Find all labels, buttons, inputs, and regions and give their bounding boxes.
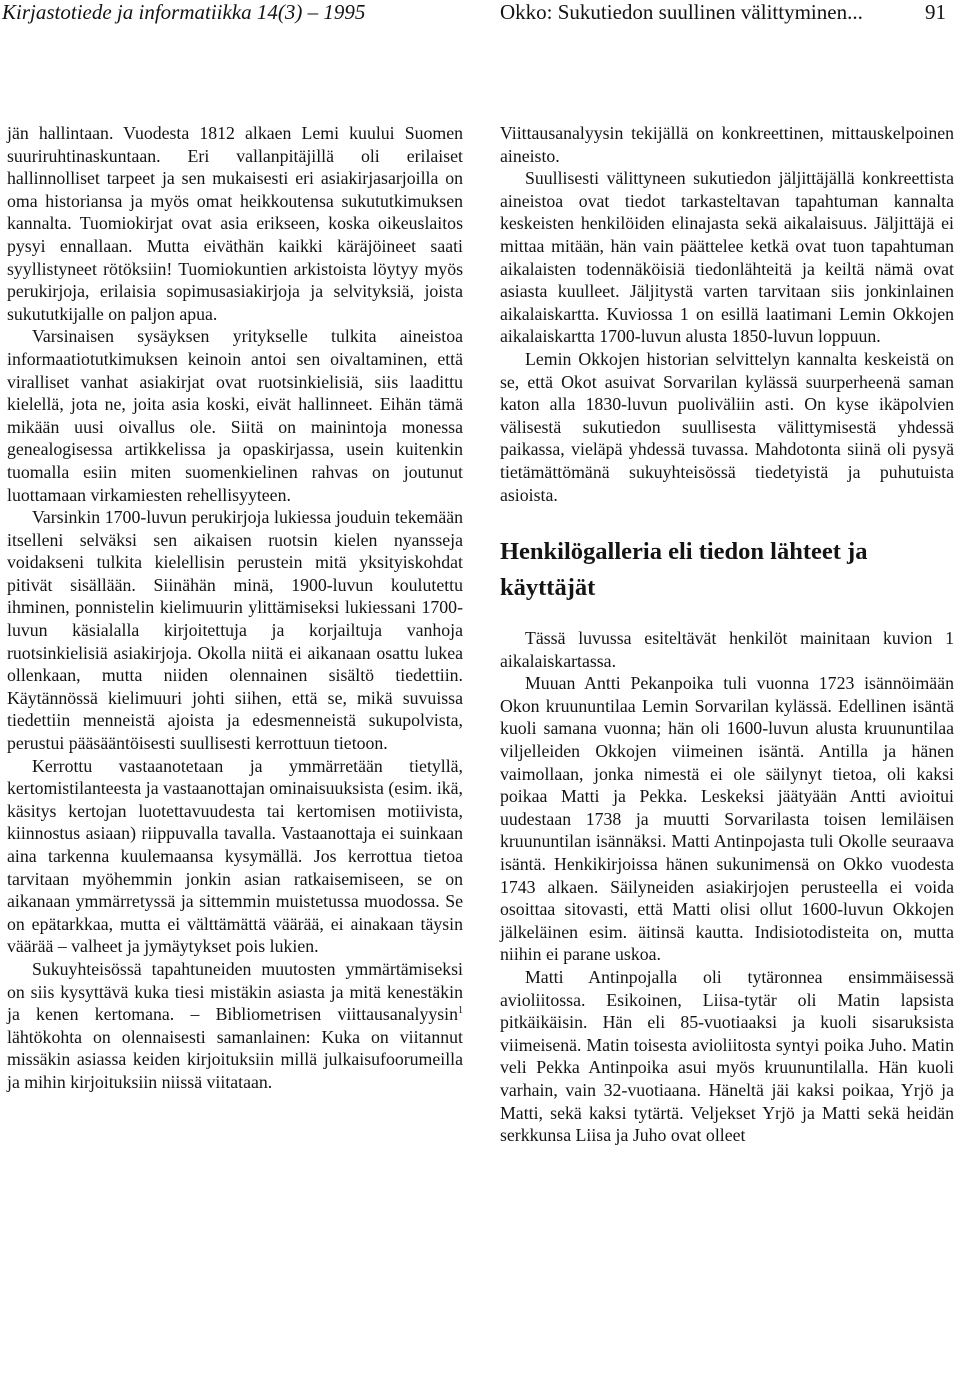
paragraph: Varsinaisen sysäyksen yritykselle tulkita aineistoa informaatiotutkimuksen keinoin antoi sen oivaltaminen, että viralliset vanhat asiakirjat ovat ruotsinkielisiä, siis laadittu kielellä, jota ne, joita asia koski, eivät hallinneet. Eihän tämä mikään uusi oivallus ole. Siitä on mainintoja monessa genealogisessa artikkelissa ja opaskirjassa, usein kuitenkin tuomalla esiin miten suomenkielinen rahvas on joutunut luottamaan virkamiesten rehellisyyteen. (7, 326, 463, 505)
paragraph-text: lähtökohta on olennaisesti samanlainen: Kuka on viitannut missäkin asiassa keiden kirjoituksiin millä julkaisufoorumeilla ja mihin kirjoituksiin niissä viitataan. (7, 1026, 463, 1092)
paragraph: jän hallintaan. Vuodesta 1812 alkaen Lemi kuului Suomen suuriruhtinaskuntaan. Eri vallanpitäjillä oli erilaiset hallinnolliset tarpeet ja sen mukaisesti eri asiakirjasarjoilla on oma historiansa ja myös omat heikkoutensa sukututkimuksen kannalta. Tuomiokirjat ovat asia erikseen, koska oikeuslaitos pysyi ennallaan. Mutta eiväthän kaikki käräjöineet saati syyllistyneet rötöksiin! Tuomiokuntien arkistoista löytyy myös perukirjoja, erilaisia sopimusasiakirjoja ja selvityksiä, joista sukututkijalle on paljon apua. (7, 123, 463, 324)
section-heading: Henkilögalleria eli tiedon lähteet ja käyttäjät (500, 538, 868, 602)
running-head (0, 0, 960, 34)
journal-title: Kirjastotiede ja informatiikka 14(3) – 1995 (2, 0, 366, 24)
paragraph: Lemin Okkojen historian selvittelyn kannalta keskeistä on se, että Okot asuivat Sorvarilan kylässä suurperheenä saman katon alla 1830-luvun puoliväliin asti. On kyse ikäpolvien välisestä sukutiedon suullisesta välittymisestä yhdessä paikassa, vieläpä yhdessä tuvassa. Mahdotonta siinä oli pysyä tietämättömänä sukuyhteisössä tiedetyistä ja puhutuista asioista. (500, 348, 954, 505)
paragraph-with-footnote (7, 958, 463, 1094)
footnote-marker[interactable]: 1 (458, 1005, 463, 1017)
right-column (500, 122, 954, 1147)
paragraph: Muuan Antti Pekanpoika tuli vuonna 1723 isännöimään Okon kruununtilaa Lemin Sorvarilan kylässä. Edellinen isäntä kuoli samana vuonna; hän oli 1600-luvun alusta kruununtilaa viljelleiden Okkojen viimeinen isäntä. Antilla ja hänen vaimollaan, jonka nimestä ei ole säilynyt tietoa, oli kaksi poikaa Matti ja Pekka. Leskeksi jäätyään Antti avioitui uudestaan 1738 ja muutti Sorvarilasta toisen lemiläisen kruununtilan isännäksi. Matti Antinpojasta tuli Okolle seuraava isäntä. Henkikirjoissa hänen sukunimensä on Okko vuodesta 1743 alkaen. Säilyneiden asiakirjojen perusteella ei voida osoittaa sitovasti, että Matti olisi ollut 1600-luvun Okkojen jälkeläinen esim. äitinsä kautta. Indisiotodisteita on, mutta niihin ei parane uskoa. (500, 673, 954, 965)
paragraph-text: Sukuyhteisössä tapahtuneiden muutosten ymmärtämiseksi on siis kysyttävä kuka tiesi mistäkin asiasta ja mitä kenestäkin ja kenen kertomana. – Bibliometrisen viittausanalyysin (7, 958, 463, 1025)
paragraph: Varsinkin 1700-luvun perukirjoja lukiessa jouduin tekemään itselleni selväksi sen aikaisen ruotsin kielen nyansseja voidakseni tulkita kielellisin perustein mitä yksityiskohdat pitivät sisällään. Siinähän minä, 1900-luvun koulutettu ihminen, ponnistelin kielimuurin ylittämiseksi lukiessani 1700-luvun käsialalla kirjoitettuja ja korjailtuja vanhoja ruotsinkielisiä asiakirjoja. Okolla niitä ei aikanaan osattu lukea ollenkaan, mutta niiden olennainen sisältö tiedettiin. Käytännössä kielimuuri johti siihen, että se, mikä suvuissa tiedettiin menneistä ajoista ja edesmenneistä sukupolvista, perustui pääsääntöisesti suullisesti kerrottuun tietoon. (7, 507, 463, 754)
paragraph: Kerrottu vastaanotetaan ja ymmärretään tietyllä, kertomistilanteesta ja vastaanottajan ominaisuuksista (esim. ikä, käsitys kertojan luotettavuudesta tai kertomisen motiivista, kiinnostus asiaan) riippuvalla tavalla. Vastaanottaja ei suinkaan aina tarkenna kuulemaansa kysymällä. Jos kerrottua tietoa tarvitaan myöhemmin jonkin asian ratkaisemiseen, se on aikanaan ymmärretyssä ja sittemmin muistetussa muodossa. Se on epätarkkaa, mutta ei välttämättä väärää, ei ainakaan täysin väärää – valheet ja jymäytykset pois lukien. (7, 755, 463, 957)
paragraph: Tässä luvussa esiteltävät henkilöt mainitaan kuvion 1 aikalaiskartassa. (500, 628, 954, 671)
article-short-title: Okko: Sukutiedon suullinen välittyminen... (500, 0, 863, 24)
paragraph: Matti Antinpojalla oli tytäronnea ensimmäisessä avioliitossa. Esikoinen, Liisa-tytär oli Matin lapsista pitkäikäisin. Hän eli 85-vuotiaaksi ja kuoli sisaruksista viimeisenä. Matin toisesta avioliitosta syntyi poika Juho. Matin veli Pekka Antinpoika asui myös kruununtilalla. Hän kuoli varhain, vain 32-vuotiaana. Häneltä jäi kaksi poikaa, Yrjö ja Matti, sekä kaksi tytärtä. Veljekset Yrjö ja Matti sekä heidän serkkunsa Liisa ja Juho ovat olleet (500, 967, 954, 1146)
page-number: 91 (925, 0, 946, 24)
left-column (7, 122, 463, 1094)
paragraph: Suullisesti välittyneen sukutiedon jäljittäjällä konkreettista aineistoa ovat tiedot tarkasteltavan tapahtuman kannalta keskeisten henkilöiden elinajasta sekä aikalaisuus. Jäljittäjä ei mittaa mitään, hän vain päättelee ketkä ovat tuon tapahtuman aikalaisten todennäköisiä tiedonlähteitä ja keiltä nämä ovat asiasta kuulleet. Jäljitystä varten tarvitaan siis jonkinlainen aikalaiskartta. Kuviossa 1 on esillä laatimani Lemin Okkojen aikalaiskartta 1700-luvun alusta 1850-luvun loppuun. (500, 168, 954, 347)
paragraph: Viittausanalyysin tekijällä on konkreettinen, mittauskelpoinen aineisto. (500, 123, 954, 166)
